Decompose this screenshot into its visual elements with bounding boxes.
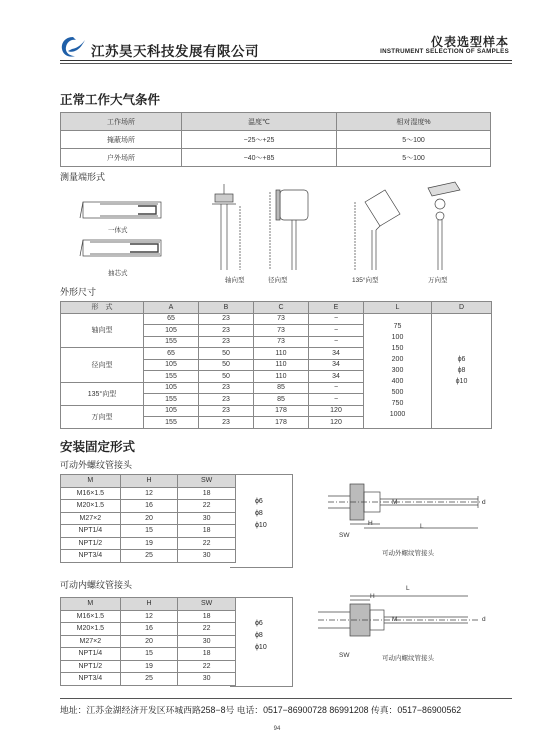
table-row xyxy=(61,610,236,623)
table-cell: 25 xyxy=(120,550,178,563)
L-values-cell xyxy=(364,313,432,428)
company-name: 江苏昊天科技发展有限公司 xyxy=(91,44,259,59)
table-cell: 105 xyxy=(144,325,199,337)
table-cell: NPT1/4 xyxy=(61,648,121,661)
table-row xyxy=(61,512,237,525)
table-cell: 18 xyxy=(178,610,236,623)
dims-title: 外形尺寸 xyxy=(60,287,97,297)
table-cell: NPT1/2 xyxy=(61,660,121,673)
table-cell: 178 xyxy=(254,405,309,417)
ext-label-M: M xyxy=(392,499,398,506)
table-cell: 105 xyxy=(144,382,199,394)
page-number: 94 xyxy=(273,726,281,732)
table-cell: 110 xyxy=(254,359,309,371)
core-probe-drawing xyxy=(80,240,161,256)
table-cell: − xyxy=(309,313,364,325)
table-cell: 85 xyxy=(254,382,309,394)
table-cell: 12 xyxy=(120,610,178,623)
integral-probe-drawing xyxy=(80,202,161,218)
company-logo xyxy=(60,35,86,59)
type-cell: 135°向型 xyxy=(61,382,144,405)
col-header: 工作场所 xyxy=(61,113,182,131)
table-row xyxy=(61,537,237,550)
table-row xyxy=(61,131,491,149)
table-cell: 30 xyxy=(178,550,236,563)
table-row xyxy=(61,623,236,636)
d-value: ϕ10 xyxy=(255,644,267,651)
col-header: M xyxy=(61,475,121,488)
table-row xyxy=(61,660,236,673)
int-caption: 可动内螺纹管接头 xyxy=(382,655,434,662)
table-cell: 18 xyxy=(178,648,236,661)
col-header: SW xyxy=(178,598,236,611)
table-cell: 34 xyxy=(309,359,364,371)
catalog-title: 仪表选型样本 xyxy=(430,35,509,49)
int-label-L: L xyxy=(406,585,410,592)
table-cell: 18 xyxy=(178,525,236,538)
table-row xyxy=(61,149,491,167)
axial-drawing xyxy=(212,184,240,270)
table-cell: 23 xyxy=(199,336,254,348)
table-cell: 19 xyxy=(120,537,178,550)
table-cell: 23 xyxy=(199,417,254,429)
conditions-table xyxy=(60,112,491,167)
table-cell: 15 xyxy=(120,648,178,661)
int-label-H: H xyxy=(370,593,375,600)
table-cell: 85 xyxy=(254,394,309,406)
table-cell: M27×2 xyxy=(61,512,121,525)
col-header: H xyxy=(120,475,178,488)
table-row xyxy=(61,500,237,513)
table-cell: 30 xyxy=(178,512,236,525)
table-row xyxy=(61,313,492,325)
table-cell: 155 xyxy=(144,336,199,348)
table-cell: 16 xyxy=(120,500,178,513)
L-value: 75 xyxy=(393,323,402,330)
label-angle135: 135°向型 xyxy=(352,277,379,284)
table-cell: 105 xyxy=(144,405,199,417)
D-value: ϕ6 xyxy=(457,356,466,363)
int-title: 可动内螺纹管接头 xyxy=(60,580,133,590)
footer-rule xyxy=(60,698,512,699)
label-integral: 一体式 xyxy=(108,227,128,234)
table-cell: NPT1/4 xyxy=(61,525,121,538)
col-header: C xyxy=(254,302,309,314)
ext-fitting-drawing xyxy=(328,482,488,542)
table-cell: −25～+25 xyxy=(182,131,337,149)
table-cell: NPT3/4 xyxy=(61,550,121,563)
table-cell: 22 xyxy=(178,537,236,550)
table-cell: 22 xyxy=(178,500,236,513)
col-header: B xyxy=(199,302,254,314)
D-values-cell xyxy=(432,313,492,428)
radial-drawing xyxy=(270,190,308,270)
ext-label-SW: SW xyxy=(339,532,350,539)
col-header: A xyxy=(144,302,199,314)
table-cell: 20 xyxy=(120,512,178,525)
catalog-subtitle: INSTRUMENT SELECTION OF SAMPLES xyxy=(380,48,509,55)
header-rule xyxy=(60,60,512,61)
ext-label-d: d xyxy=(482,499,486,506)
L-value: 750 xyxy=(391,400,404,407)
label-axial: 轴向型 xyxy=(225,277,245,284)
int-fitting-drawing xyxy=(318,592,488,654)
table-cell: 65 xyxy=(144,313,199,325)
int-label-d: d xyxy=(482,616,486,623)
install-title: 安装固定形式 xyxy=(60,440,136,454)
footer-contact: 地址：江苏金湖经济开发区环城西路258−8号 电话：0517−86900728 86991208 传真：0517−86900562 xyxy=(60,705,462,715)
table-cell: 110 xyxy=(254,371,309,383)
col-header: H xyxy=(120,598,178,611)
table-cell: 65 xyxy=(144,348,199,360)
table-row xyxy=(61,550,237,563)
ext-thread-table xyxy=(60,474,236,563)
col-header: E xyxy=(309,302,364,314)
table-cell: 105 xyxy=(144,359,199,371)
table-cell: 155 xyxy=(144,417,199,429)
table-cell: 50 xyxy=(199,371,254,383)
table-cell: 23 xyxy=(199,394,254,406)
table-cell: 34 xyxy=(309,348,364,360)
table-cell: 30 xyxy=(178,673,236,686)
table-cell: 34 xyxy=(309,371,364,383)
section-conditions-title: 正常工作大气条件 xyxy=(60,93,161,107)
table-cell: − xyxy=(309,325,364,337)
L-value: 500 xyxy=(391,389,404,396)
table-cell: 户外场所 xyxy=(61,149,182,167)
type-cell: 轴向型 xyxy=(61,313,144,348)
int-thread-table xyxy=(60,597,236,686)
d-value: ϕ6 xyxy=(255,498,263,505)
table-cell: 18 xyxy=(178,487,236,500)
table-cell: 20 xyxy=(120,635,178,648)
table-cell: 22 xyxy=(178,623,236,636)
table-cell: 23 xyxy=(199,405,254,417)
table-row xyxy=(61,487,237,500)
ext-d-values xyxy=(255,496,267,532)
L-value: 1000 xyxy=(389,411,406,418)
L-value: 400 xyxy=(391,378,404,385)
d-value: ϕ8 xyxy=(255,632,263,639)
table-cell: 120 xyxy=(309,405,364,417)
table-cell: 5～100 xyxy=(337,149,491,167)
ext-caption: 可动外螺纹管接头 xyxy=(382,550,434,557)
table-cell: M27×2 xyxy=(61,635,121,648)
col-header: SW xyxy=(178,475,236,488)
table-row xyxy=(61,635,236,648)
table-cell: 5～100 xyxy=(337,131,491,149)
table-cell: NPT1/2 xyxy=(61,537,121,550)
table-cell: 12 xyxy=(120,487,178,500)
table-cell: 16 xyxy=(120,623,178,636)
table-row xyxy=(61,648,236,661)
col-header: 温度℃ xyxy=(182,113,337,131)
col-header: 相对湿度% xyxy=(337,113,491,131)
table-cell: 155 xyxy=(144,394,199,406)
table-cell: 掩蔽场所 xyxy=(61,131,182,149)
type-cell: 径向型 xyxy=(61,348,144,383)
col-header: D xyxy=(432,302,492,314)
table-cell: − xyxy=(309,336,364,348)
type-cell: 万向型 xyxy=(61,405,144,428)
L-value: 100 xyxy=(391,334,404,341)
L-value: 150 xyxy=(391,345,404,352)
measure-title: 测量端形式 xyxy=(60,172,106,182)
L-value: 200 xyxy=(391,356,404,363)
table-row xyxy=(61,673,236,686)
ext-label-H: H xyxy=(368,520,373,527)
universal-drawing xyxy=(428,182,460,270)
table-cell: 120 xyxy=(309,417,364,429)
table-cell: 73 xyxy=(254,325,309,337)
label-core: 抽芯式 xyxy=(108,270,128,277)
dims-table xyxy=(60,301,492,429)
D-value: ϕ8 xyxy=(457,367,466,374)
label-universal: 万向型 xyxy=(428,277,448,284)
table-cell: M16×1.5 xyxy=(61,610,121,623)
d-value: ϕ6 xyxy=(255,620,263,627)
table-row xyxy=(61,525,237,538)
table-cell: NPT3/4 xyxy=(61,673,121,686)
table-cell: M20×1.5 xyxy=(61,623,121,636)
d-value: ϕ10 xyxy=(255,522,267,529)
table-cell: 155 xyxy=(144,371,199,383)
table-cell: 50 xyxy=(199,359,254,371)
col-header: L xyxy=(364,302,432,314)
label-radial: 径向型 xyxy=(268,277,288,284)
table-cell: 22 xyxy=(178,660,236,673)
angle135-drawing xyxy=(355,190,400,270)
col-header: 形 式 xyxy=(61,302,144,314)
table-cell: 110 xyxy=(254,348,309,360)
ext-label-L: L xyxy=(420,523,424,530)
int-label-SW: SW xyxy=(339,652,350,659)
L-value: 300 xyxy=(391,367,404,374)
table-cell: M16×1.5 xyxy=(61,487,121,500)
table-cell: 30 xyxy=(178,635,236,648)
col-header: M xyxy=(61,598,121,611)
measure-drawings xyxy=(80,182,500,282)
table-cell: 178 xyxy=(254,417,309,429)
header-rule-thin xyxy=(60,63,512,64)
table-cell: M20×1.5 xyxy=(61,500,121,513)
table-cell: −40～+85 xyxy=(182,149,337,167)
table-cell: 50 xyxy=(199,348,254,360)
table-cell: 73 xyxy=(254,313,309,325)
table-cell: 19 xyxy=(120,660,178,673)
table-cell: 23 xyxy=(199,325,254,337)
table-cell: 23 xyxy=(199,313,254,325)
table-cell: 15 xyxy=(120,525,178,538)
table-cell: 23 xyxy=(199,382,254,394)
table-cell: − xyxy=(309,394,364,406)
d-value: ϕ8 xyxy=(255,510,263,517)
D-value: ϕ10 xyxy=(455,378,468,385)
table-cell: 25 xyxy=(120,673,178,686)
int-label-M: M xyxy=(392,616,398,623)
table-cell: 73 xyxy=(254,336,309,348)
table-cell: − xyxy=(309,382,364,394)
ext-title: 可动外螺纹管接头 xyxy=(60,460,133,470)
int-d-values xyxy=(255,618,267,654)
